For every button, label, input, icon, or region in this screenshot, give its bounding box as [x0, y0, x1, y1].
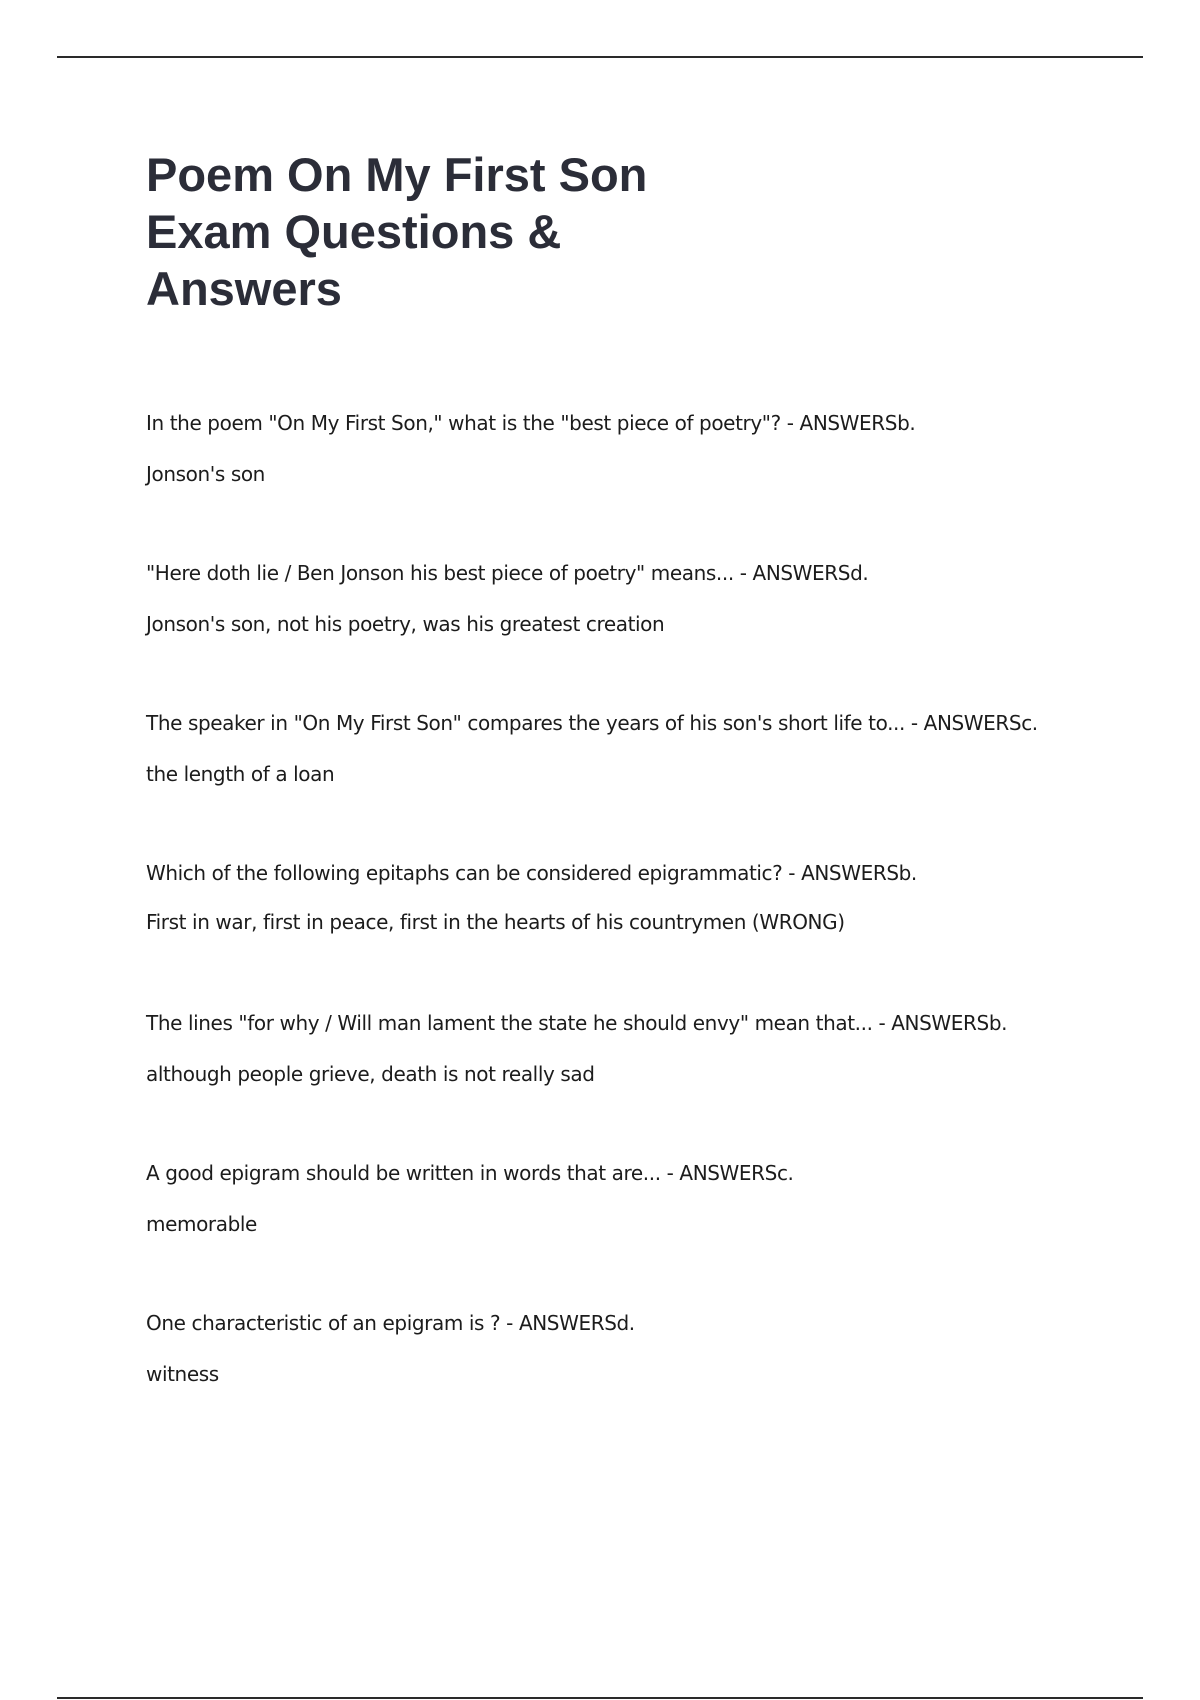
- answer-text: the length of a loan: [146, 762, 335, 786]
- question-text: Which of the following epitaphs can be considered epigrammatic? - ANSWERSb.: [146, 861, 917, 885]
- qa-item: [146, 1160, 1106, 1310]
- qa-item: [146, 1310, 1106, 1460]
- question-text: The speaker in "On My First Son" compares the years of his son's short life to... - ANSWERSc.: [146, 711, 1038, 735]
- top-rule: [57, 56, 1143, 58]
- question-text: The lines "for why / Will man lament the state he should envy" mean that... - ANSWERSb.: [146, 1011, 1008, 1035]
- question-text: A good epigram should be written in words that are... - ANSWERSc.: [146, 1161, 794, 1185]
- bottom-rule: [57, 1697, 1143, 1699]
- question-text: "Here doth lie / Ben Jonson his best piece of poetry" means... - ANSWERSd.: [146, 561, 869, 585]
- question-text: One characteristic of an epigram is ? - ANSWERSd.: [146, 1311, 635, 1335]
- qa-item: [146, 860, 1106, 1010]
- answer-text: Jonson's son, not his poetry, was his greatest creation: [146, 612, 665, 636]
- answer-text: although people grieve, death is not really sad: [146, 1062, 595, 1086]
- question-text: In the poem "On My First Son," what is the "best piece of poetry"? - ANSWERSb.: [146, 411, 916, 435]
- qa-list: [146, 410, 1106, 1460]
- answer-text: Jonson's son: [146, 462, 265, 486]
- qa-item: [146, 410, 1106, 560]
- answer-text: First in war, first in peace, first in the hearts of his countrymen (WRONG): [146, 910, 845, 934]
- answer-text: memorable: [146, 1212, 257, 1236]
- answer-text: witness: [146, 1362, 219, 1386]
- qa-item: [146, 710, 1106, 860]
- document-title: Poem On My First Son Exam Questions & Answers: [146, 148, 648, 315]
- qa-item: [146, 1010, 1106, 1160]
- qa-item: [146, 560, 1106, 710]
